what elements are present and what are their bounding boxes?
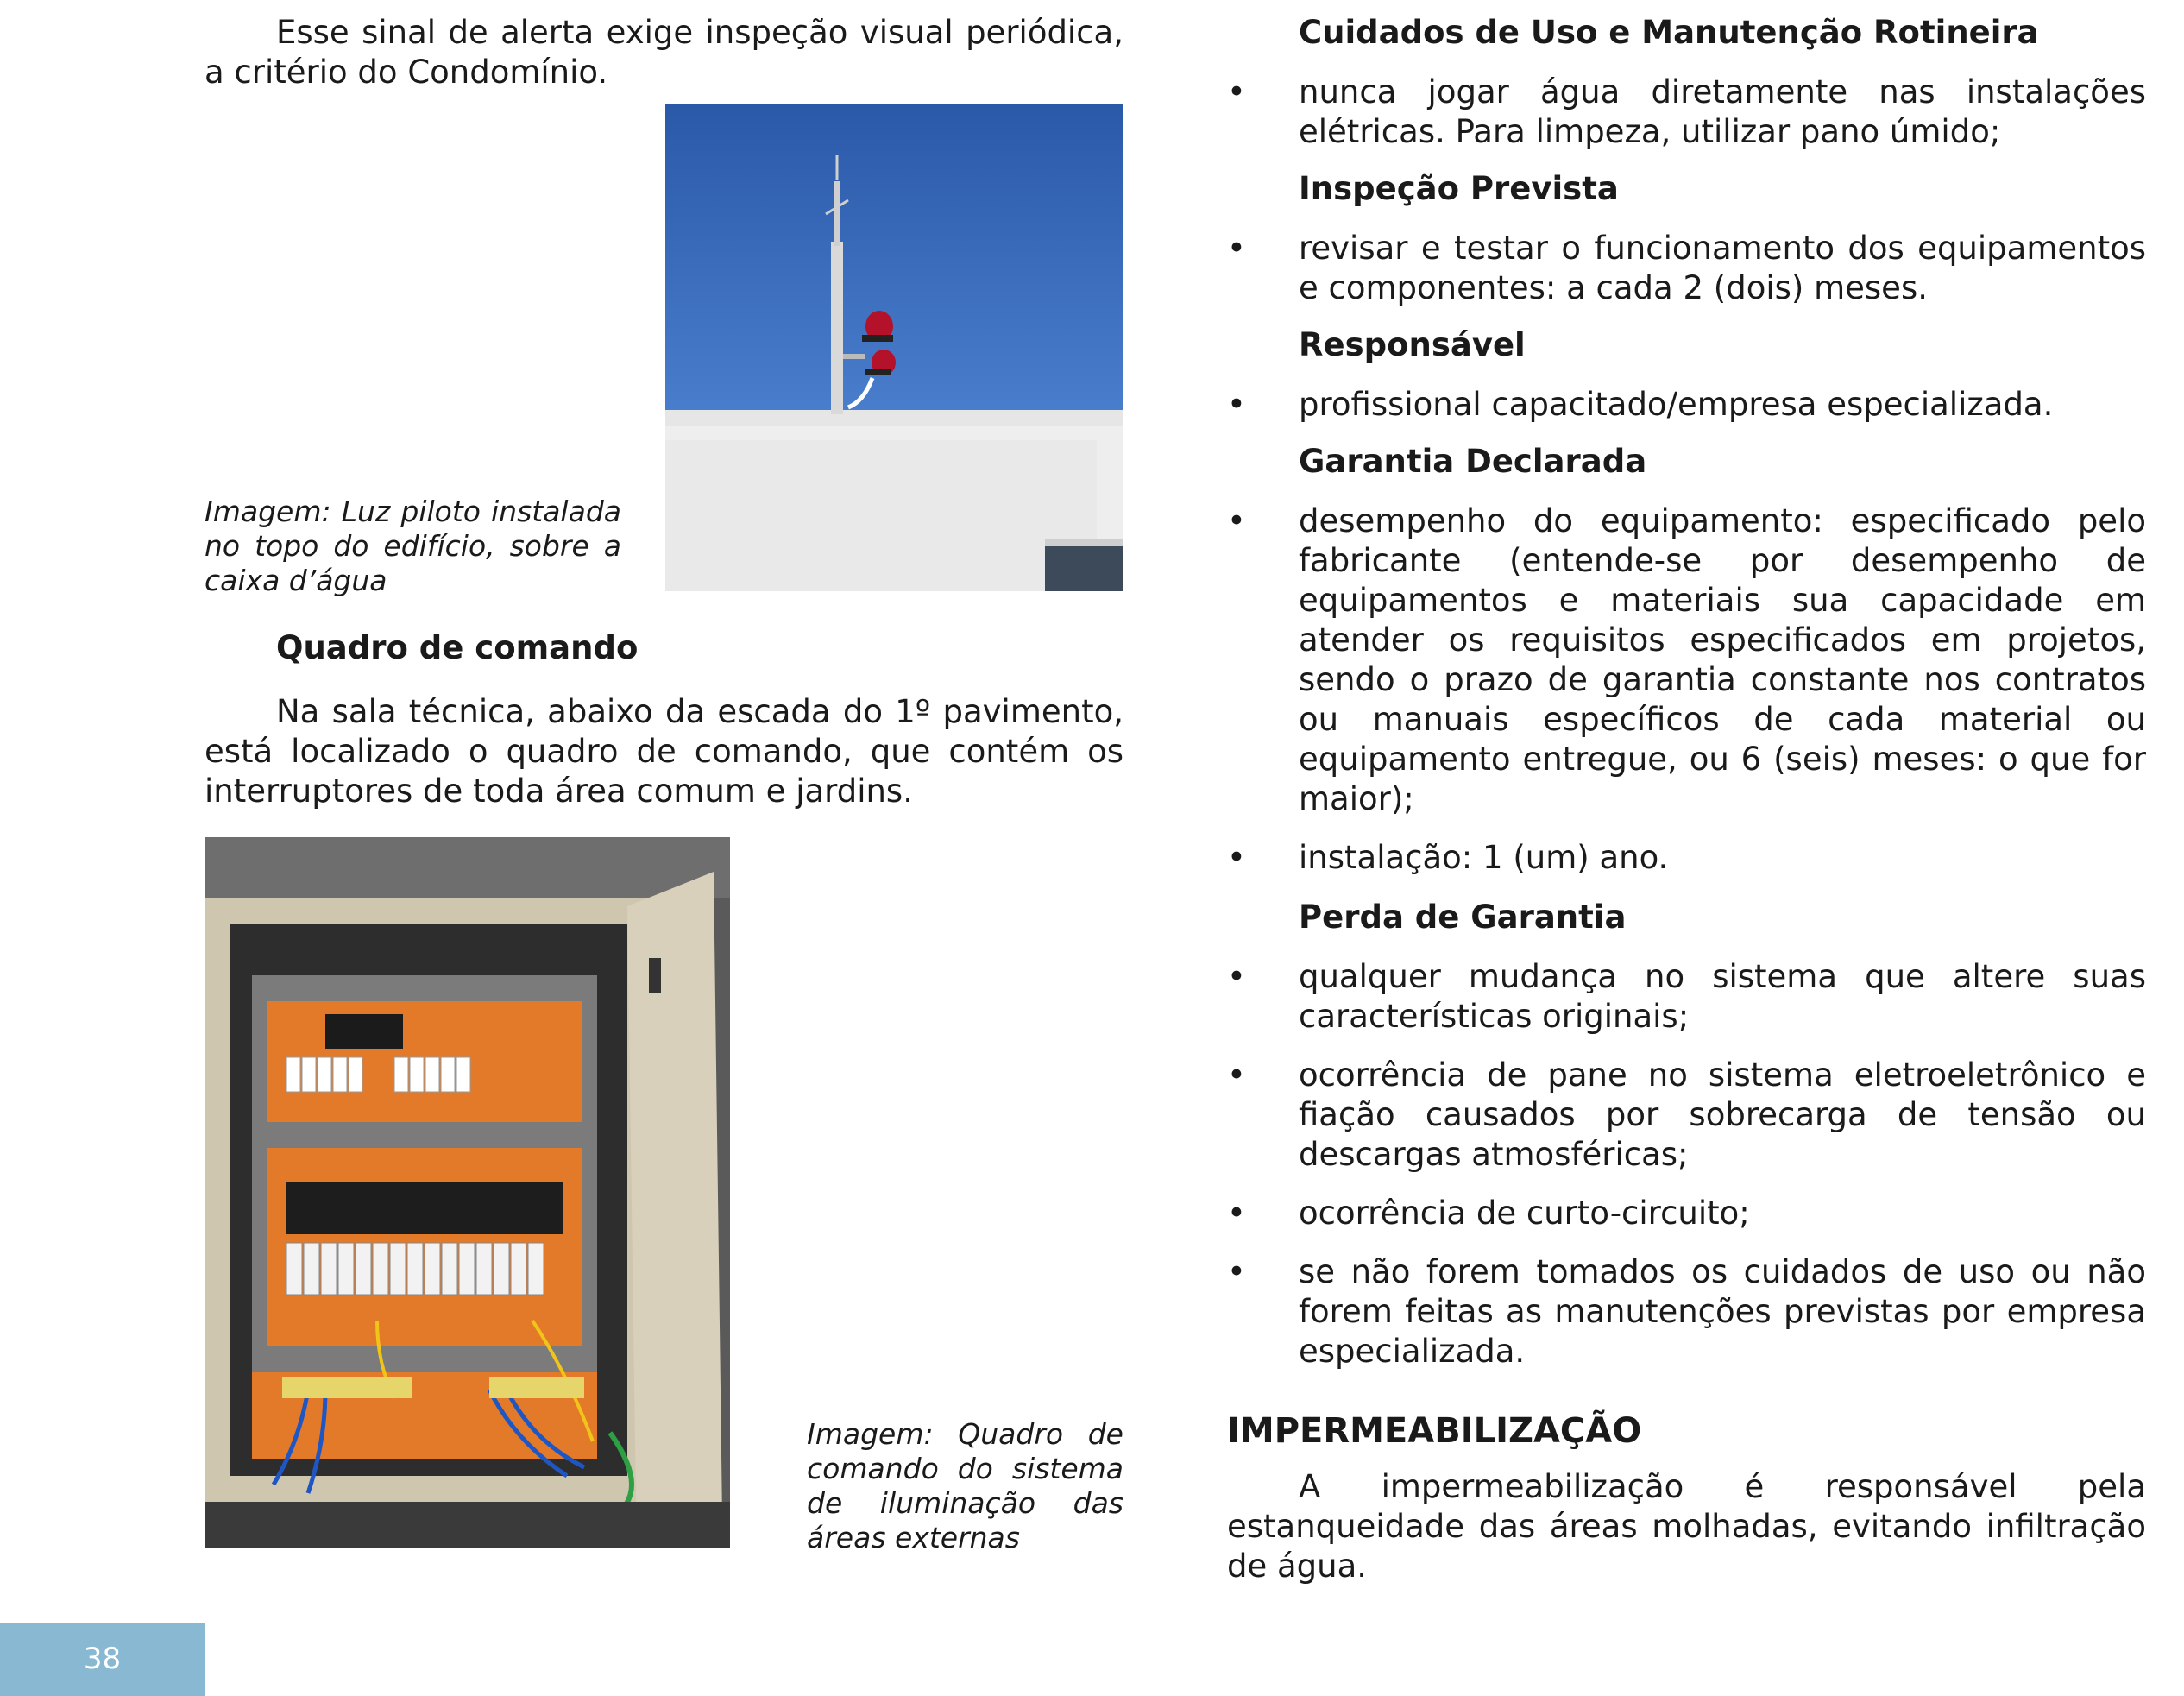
caption-line: Imagem: Luz piloto instalada: [205, 495, 621, 528]
bullet-icon: •: [1227, 839, 1246, 876]
page-number: 38: [0, 1623, 205, 1696]
control-panel-photo: [205, 837, 730, 1548]
bullet-icon: •: [1227, 1195, 1246, 1232]
right-column: [1227, 13, 2146, 1371]
bullet-text: se não forem tomados os cuidados de uso ou não forem feitas as manutenções previstas por empresa especializada.: [1299, 1253, 2146, 1370]
caption-line: no topo do edifício, sobre a: [205, 529, 621, 563]
bullet-item: [1227, 385, 2146, 425]
bullet-icon: •: [1227, 230, 1246, 267]
section-paragraph: A impermeabilização é responsável pela estanqueidade das áreas molhadas, evitando infiltração de água.: [1227, 1468, 2146, 1585]
caption-line: de iluminação das: [807, 1486, 1123, 1520]
intro-paragraph: Esse sinal de alerta exige inspeção visual periódica, a critério do Condomínio.: [205, 14, 1123, 91]
bullet-text: qualquer mudança no sistema que altere suas características originais;: [1299, 958, 2146, 1035]
bullet-icon: •: [1227, 386, 1246, 423]
heading-quadro-de-comando: Quadro de comando: [276, 629, 639, 666]
bullet-item: [1227, 957, 2146, 1037]
bullet-text: profissional capacitado/empresa especializada.: [1299, 386, 2054, 423]
rooftop-pilot-light-photo: [665, 104, 1123, 591]
bullet-item: [1227, 1056, 2146, 1175]
bullet-item: [1227, 73, 2146, 152]
bullet-text: revisar e testar o funcionamento dos equipamentos e componentes: a cada 2 (dois) meses.: [1299, 230, 2146, 306]
bullet-item: [1227, 229, 2146, 308]
bullet-text: ocorrência de curto-circuito;: [1299, 1195, 1750, 1232]
bullet-icon: •: [1227, 958, 1246, 995]
heading-cuidados: Cuidados de Uso e Manutenção Rotineira: [1299, 14, 2039, 51]
bullet-text: desempenho do equipamento: especificado pelo fabricante (entende-se por desempenho de equipamentos e materiais sua capacidade em atender os requisitos especificados em projetos, sendo o prazo de garantia constante nos contratos ou manuais específicos de cada material ou equipamento entregue, ou 6 (seis) meses: o que for maior);: [1299, 502, 2146, 817]
caption-line: comando do sistema: [807, 1452, 1123, 1485]
heading-responsavel: Responsável: [1299, 326, 1526, 363]
bullet-icon: •: [1227, 1056, 1246, 1094]
bullet-icon: •: [1227, 1253, 1246, 1290]
caption-line: caixa d’água: [205, 564, 387, 597]
bullet-icon: •: [1227, 502, 1246, 539]
bullet-text: instalação: 1 (um) ano.: [1299, 839, 1669, 876]
caption-line: Imagem: Quadro de: [807, 1417, 1123, 1451]
bullet-item: [1227, 838, 2146, 878]
heading-inspecao: Inspeção Prevista: [1299, 170, 1619, 207]
bullet-item: [1227, 1194, 2146, 1233]
bullet-icon: •: [1227, 73, 1246, 110]
bullet-item: [1227, 501, 2146, 819]
bullet-text: nunca jogar água diretamente nas instalações elétricas. Para limpeza, utilizar pano úmido;: [1299, 73, 2146, 150]
caption-line: áreas externas: [807, 1521, 1020, 1554]
quadro-paragraph: Na sala técnica, abaixo da escada do 1º pavimento, está localizado o quadro de comando, que contém os interruptores de toda área comum e jardins.: [205, 693, 1123, 810]
heading-garantia: Garantia Declarada: [1299, 443, 1647, 480]
section-title: IMPERMEABILIZAÇÃO: [1227, 1411, 1642, 1451]
bullet-text: ocorrência de pane no sistema eletroeletrônico e fiação causados por sobrecarga de tensão ou descargas atmosféricas;: [1299, 1056, 2146, 1173]
heading-perda: Perda de Garantia: [1299, 898, 1627, 936]
bullet-item: [1227, 1252, 2146, 1371]
caption-control-panel: [807, 1417, 1123, 1555]
caption-pilot-light: [205, 495, 621, 598]
